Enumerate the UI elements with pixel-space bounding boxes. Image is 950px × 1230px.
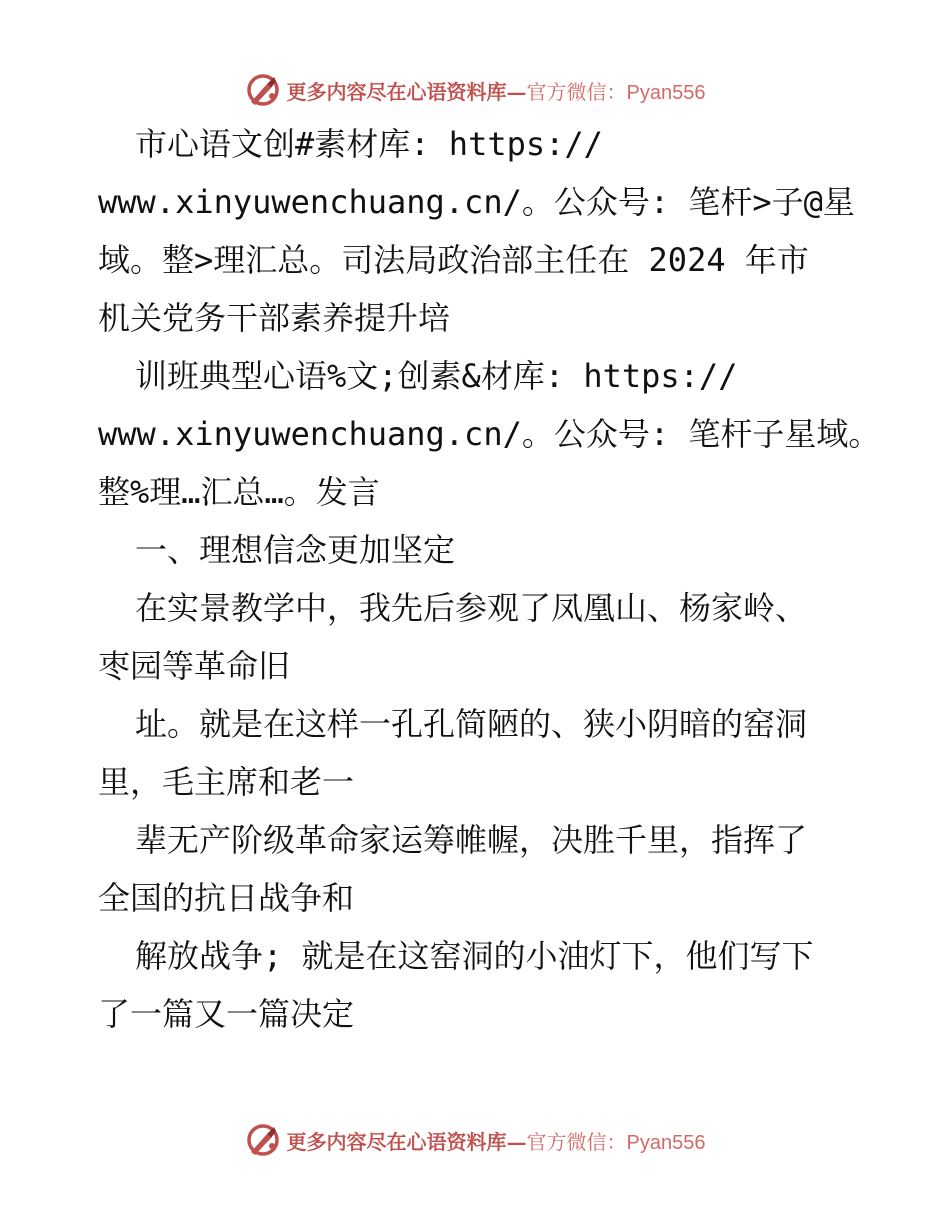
body-line: 机关党务干部素养提升培 (98, 299, 451, 337)
body-line: 全国的抗日战争和 (98, 879, 355, 917)
body-line: 市心语文创#素材库: https:// (135, 125, 603, 163)
body-line: 辈无产阶级革命家运筹帷幄，决胜千里，指挥了 (135, 821, 808, 859)
footer-banner-wechat: 官方微信：Pyan556 (526, 1131, 706, 1154)
pen-logo-icon (245, 1122, 281, 1158)
body-line: 解放战争; 就是在这窑洞的小油灯下，他们写下 (135, 937, 814, 975)
header-banner-text: 更多内容尽在心语资料库— (286, 79, 527, 104)
body-line: 枣园等革命旧 (98, 647, 291, 685)
footer-banner (0, 1120, 950, 1160)
header-banner-label (287, 76, 706, 105)
body-line: 整%理…汇总…。发言 (98, 473, 380, 511)
footer-banner-label (287, 1126, 706, 1155)
body-line: 址。就是在这样一孔孔简陋的、狭小阴暗的窑洞 (135, 705, 808, 743)
document-body (98, 115, 881, 1043)
body-line: 了一篇又一篇决定 (98, 995, 355, 1033)
footer-banner-text: 更多内容尽在心语资料库— (286, 1129, 527, 1154)
body-line: www.xinyuwenchuang.cn/。公众号: 笔杆>子@星 (98, 183, 855, 221)
footer-banner-inner (245, 1122, 706, 1158)
header-banner (0, 70, 950, 110)
body-line: 里，毛主席和老一 (98, 763, 355, 801)
header-banner-wechat: 官方微信：Pyan556 (526, 81, 706, 104)
body-line: 域。整>理汇总。司法局政治部主任在 2024 年市 (98, 241, 809, 279)
body-line: www.xinyuwenchuang.cn/。公众号: 笔杆子星域。 (98, 415, 881, 453)
pen-logo-icon (245, 72, 281, 108)
body-line: 训班典型心语%文;创素&材库: https:// (135, 357, 738, 395)
section-heading: 一、理想信念更加坚定 (135, 531, 456, 569)
header-banner-inner (245, 72, 706, 108)
body-line: 在实景教学中，我先后参观了凤凰山、杨家岭、 (135, 589, 808, 627)
